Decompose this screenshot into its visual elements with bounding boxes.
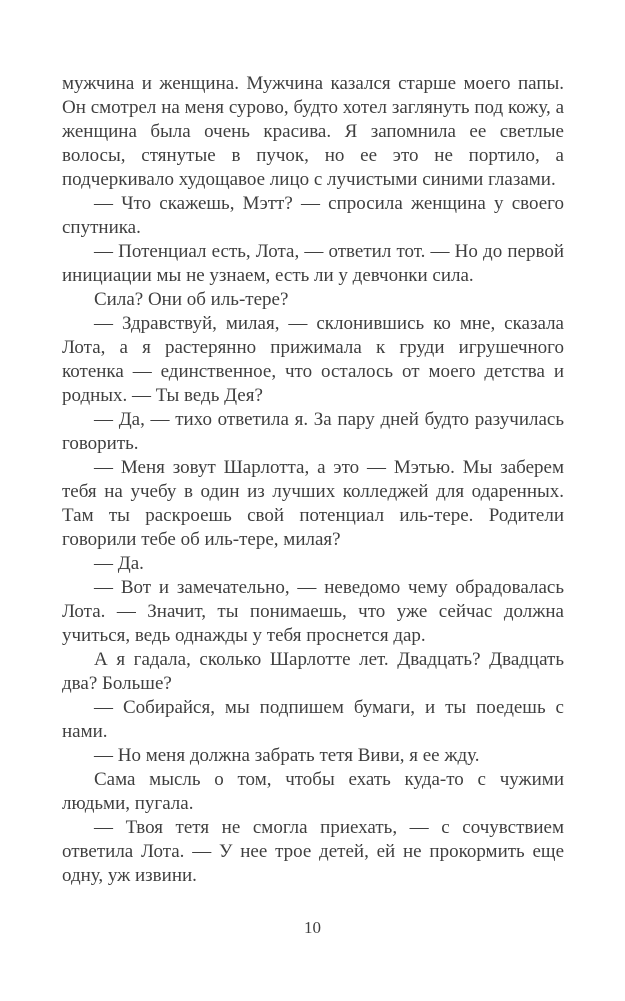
- paragraph: — Собирайся, мы подпишем бумаги, и ты поедешь с нами.: [62, 697, 564, 742]
- paragraph: А я гадала, сколько Шарлотте лет. Двадцать? Двадцать два? Больше?: [62, 649, 564, 694]
- paragraph: — Твоя тетя не смогла приехать, — с сочувствием ответила Лота. — У нее трое детей, ей не прокормить еще одну, уж извини.: [62, 817, 564, 886]
- paragraph: — Потенциал есть, Лота, — ответил тот. — Но до первой инициации мы не узнаем, есть ли у девчонки сила.: [62, 241, 564, 286]
- page-number: 10: [304, 918, 321, 937]
- page-text: [62, 72, 564, 888]
- paragraph: Сама мысль о том, чтобы ехать куда-то с чужими людьми, пугала.: [62, 769, 564, 814]
- paragraph: Сила? Они об иль-тере?: [94, 289, 289, 310]
- paragraph: — Да.: [94, 553, 144, 574]
- paragraph: — Да, — тихо ответила я. За пару дней будто разучилась говорить.: [62, 409, 564, 454]
- paragraph: мужчина и женщина. Мужчина казался старше моего папы. Он смотрел на меня сурово, будто хотел заглянуть под кожу, а женщина была очень красива. Я запомнила ее светлые волосы, стянутые в пучок, но ее это не портило, а подчеркивало худощавое лицо с лучистыми синими глазами.: [62, 73, 564, 190]
- paragraph: — Вот и замечательно, — неведомо чему обрадовалась Лота. — Значит, ты понимаешь, что уже сейчас должна учиться, ведь однажды у тебя проснется дар.: [62, 577, 564, 646]
- paragraph: — Здравствуй, милая, — склонившись ко мне, сказала Лота, а я растерянно прижимала к груди игрушечного котенка — единственное, что осталось от моего детства и родных. — Ты ведь Дея?: [62, 313, 564, 406]
- paragraph: — Меня зовут Шарлотта, а это — Мэтью. Мы заберем тебя на учебу в один из лучших колледжей для одаренных. Там ты раскроешь свой потенциал иль-тере. Родители говорили тебе об иль-тере, милая?: [62, 457, 564, 550]
- paragraph: — Что скажешь, Мэтт? — спросила женщина у своего спутника.: [62, 193, 564, 238]
- paragraph: — Но меня должна забрать тетя Виви, я ее жду.: [94, 745, 480, 766]
